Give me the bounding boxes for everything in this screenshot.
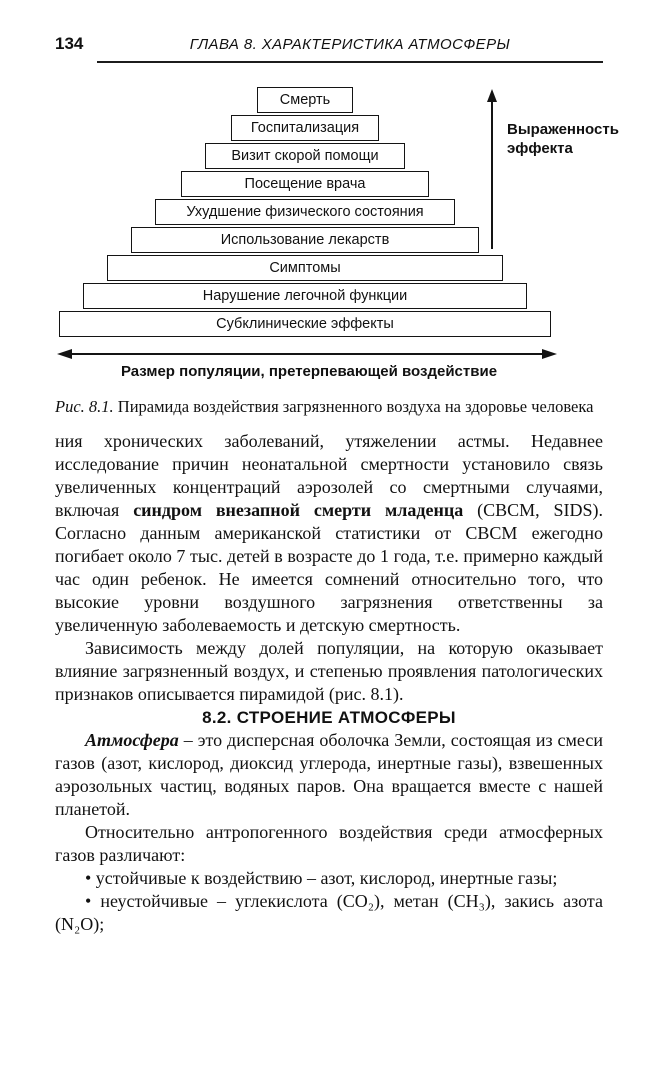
paragraph-text: (СВСМ, SIDS). Согласно данным американской статистики от СВСМ ежегодно погибает около 7 тыс. детей в возрасте до 1 года, т.е. примерно каждый час один ребенок. Не имеется сомнений относительно того, что высокие уровни воздушного загрязнения ответственны за увеличенную заболеваемость и детскую смертность. <box>55 499 603 635</box>
pyramid-level: Использование лекарств <box>131 227 479 253</box>
figure-caption-text: Пирамида воздействия загрязненного воздуха на здоровье человека <box>117 397 594 416</box>
pyramid-level: Смерть <box>257 87 353 113</box>
pyramid-level: Госпитализация <box>231 115 379 141</box>
bullet-item: • неустойчивые – углекислота (CO₂), метан (CH₃), закись азота (N₂O); <box>55 890 603 934</box>
chapter-title: ГЛАВА 8. ХАРАКТЕРИСТИКА АТМОСФЕРЫ <box>189 36 511 53</box>
pyramid-level: Ухудшение физического состояния <box>155 199 455 225</box>
figure-caption <box>55 396 603 418</box>
double-arrow-icon <box>57 347 557 361</box>
severity-axis-label: Выраженность эффекта <box>507 121 619 157</box>
figure-caption-number: Рис. 8.1. <box>55 397 114 416</box>
paragraph-text: – это дисперсная оболочка Земли, состоящая из смеси газов (азот, кислород, диоксид углерода, инертные газы), взвешенных аэрозольных частиц, водяных паров. Она вращается вместе с нашей планетой. <box>55 729 603 819</box>
running-head <box>97 36 603 63</box>
pyramid-level: Симптомы <box>107 255 503 281</box>
bold-term: синдром внезапной смерти младенца <box>133 499 464 520</box>
page-header <box>55 34 603 63</box>
up-arrow-icon <box>485 89 499 251</box>
paragraph: Зависимость между долей популяции, на которую оказывает влияние загрязненный воздух, и степенью проявления патологических признаков описывается пирамидой (рис. 8.1). <box>55 637 603 704</box>
paragraph <box>55 729 603 821</box>
bullet-item: • устойчивые к воздействию – азот, кислород, инертные газы; <box>85 867 558 888</box>
page-number: 134 <box>55 34 84 53</box>
paragraph-continuation <box>55 430 603 637</box>
term-atmosphere: Атмосфера <box>85 729 179 750</box>
section-heading: 8.2. СТРОЕНИЕ АТМОСФЕРЫ <box>202 707 456 727</box>
pyramid-level: Визит скорой помощи <box>205 143 405 169</box>
pyramid-level: Субклинические эффекты <box>59 311 551 337</box>
population-axis-label: Размер популяции, претерпевающей воздействие <box>120 363 498 380</box>
body-text <box>55 430 603 936</box>
pyramid-level: Посещение врача <box>181 171 429 197</box>
effects-pyramid <box>55 87 555 337</box>
paragraph-text: ния хронических заболеваний, утяжелении астмы. Недавнее исследование причин неонатальной смертности установило связь увеличенных концентраций аэрозолей со смертными случаями, включая <box>55 430 603 520</box>
figure-8-1 <box>55 87 619 418</box>
pyramid-level: Нарушение легочной функции <box>83 283 527 309</box>
paragraph: Относительно антропогенного воздействия среди атмосферных газов различают: <box>55 821 603 865</box>
